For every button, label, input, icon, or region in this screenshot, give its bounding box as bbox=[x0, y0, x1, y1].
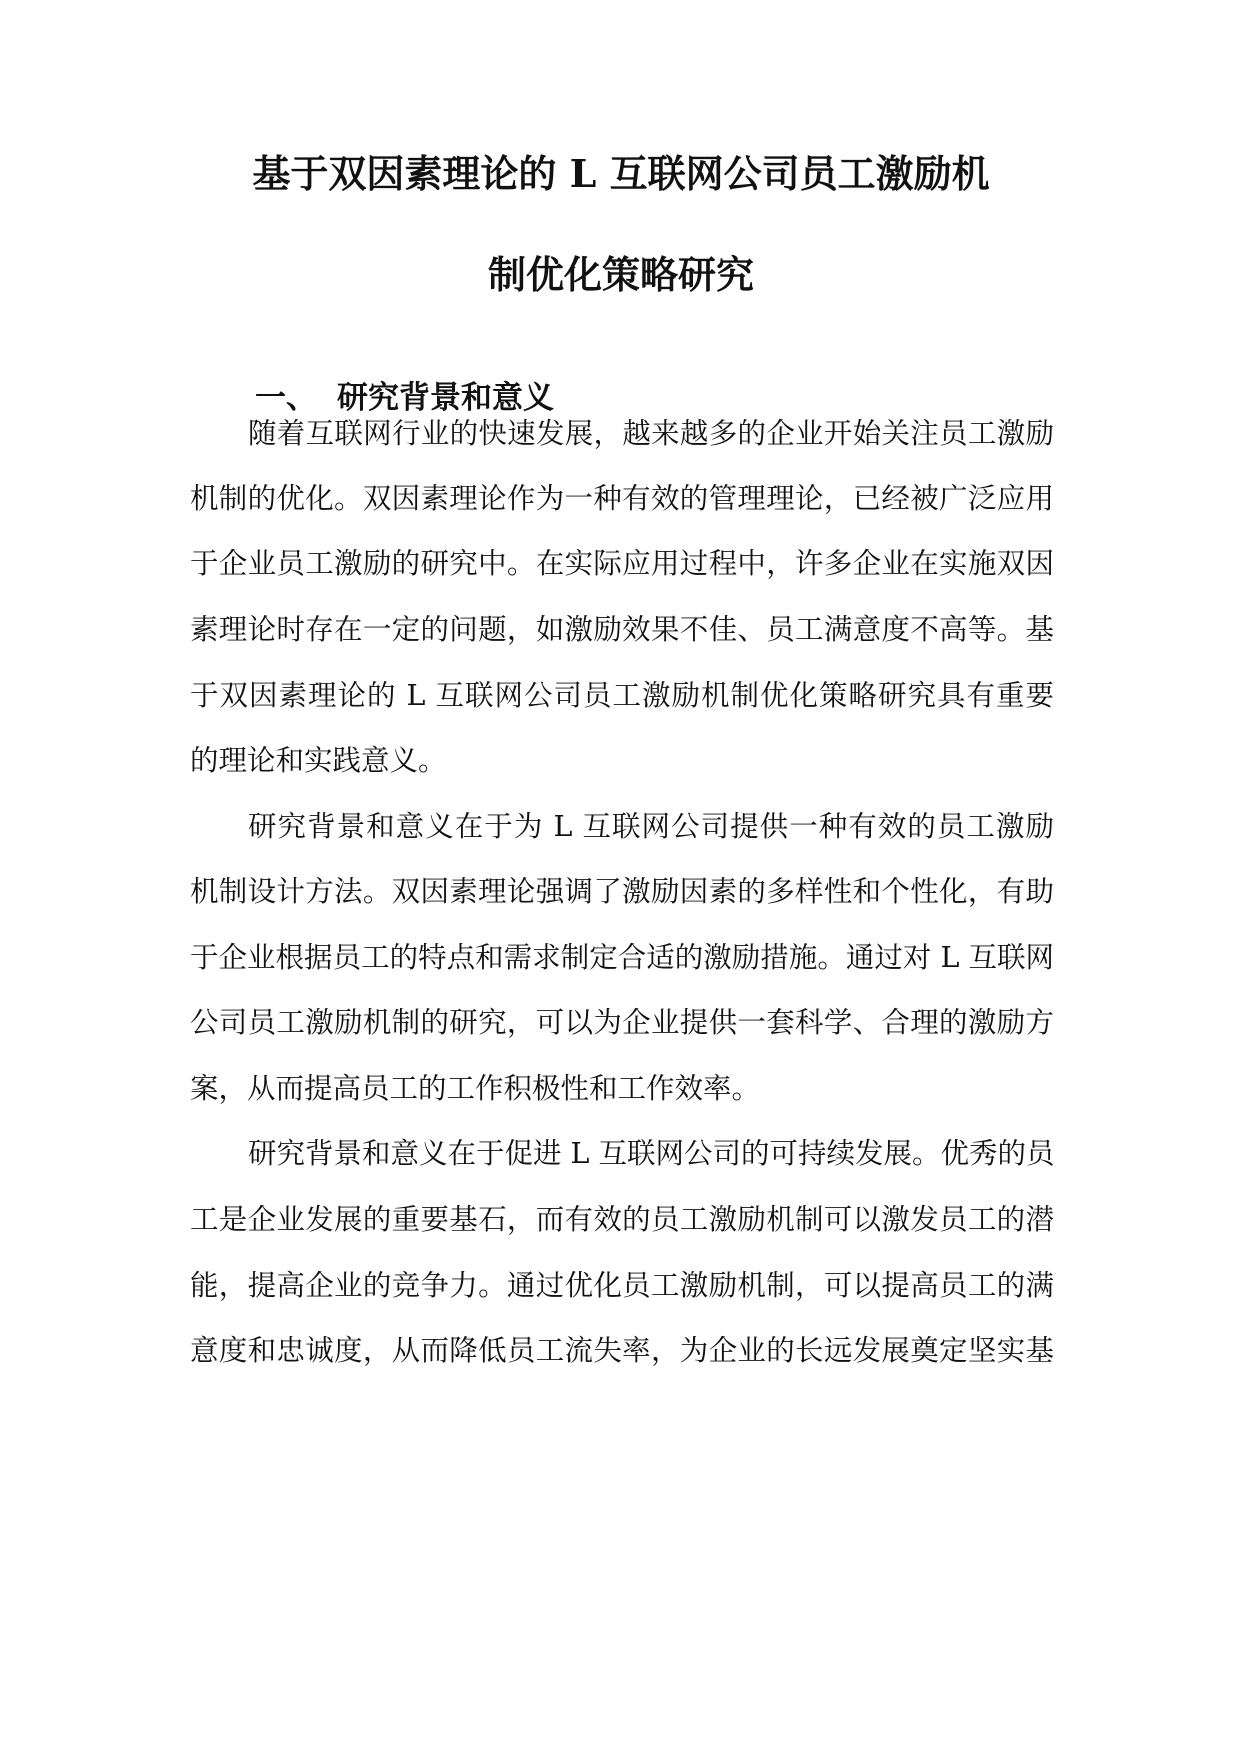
paragraph-1-line-1: 随着互联网行业的快速发展，越来越多的企业开始关注员工激励 bbox=[248, 417, 1054, 450]
paragraph-2-line-2: 机制设计方法。双因素理论强调了激励因素的多样性和个性化，有助 bbox=[190, 875, 1054, 908]
paragraph-3-line-3: 能，提高企业的竞争力。通过优化员工激励机制，可以提高员工的满 bbox=[190, 1269, 1054, 1302]
section-number: 一、 bbox=[255, 380, 317, 416]
paragraph-1-line-5: 于双因素理论的 L 互联网公司员工激励机制优化策略研究具有重要 bbox=[190, 679, 1054, 712]
paragraph-3-line-4: 意度和忠诚度，从而降低员工流失率，为企业的长远发展奠定坚实基 bbox=[190, 1334, 1054, 1367]
document-title-line-1: 基于双因素理论的 L 互联网公司员工激励机 bbox=[252, 151, 990, 196]
paragraph-2-line-1: 研究背景和意义在于为 L 互联网公司提供一种有效的员工激励 bbox=[248, 810, 1054, 843]
paragraph-1-line-4: 素理论时存在一定的问题，如激励效果不佳、员工满意度不高等。基 bbox=[190, 613, 1054, 646]
section-heading-text: 研究背景和意义 bbox=[337, 380, 554, 416]
paragraph-3-line-1: 研究背景和意义在于促进 L 互联网公司的可持续发展。优秀的员 bbox=[248, 1137, 1055, 1170]
document-title-line-2: 制优化策略研究 bbox=[487, 252, 754, 297]
paragraph-2-line-3: 于企业根据员工的特点和需求制定合适的激励措施。通过对 L 互联网 bbox=[190, 941, 1054, 974]
paragraph-1-line-6: 的理论和实践意义。 bbox=[190, 744, 447, 777]
paragraph-2-line-4: 公司员工激励机制的研究，可以为企业提供一套科学、合理的激励方 bbox=[190, 1006, 1054, 1039]
paragraph-2-line-5: 案，从而提高员工的工作积极性和工作效率。 bbox=[190, 1072, 761, 1105]
paragraph-1-line-2: 机制的优化。双因素理论作为一种有效的管理理论，已经被广泛应用 bbox=[190, 482, 1054, 515]
paragraph-3-line-2: 工是企业发展的重要基石，而有效的员工激励机制可以激发员工的潜 bbox=[190, 1203, 1054, 1236]
paragraph-1-line-3: 于企业员工激励的研究中。在实际应用过程中，许多企业在实施双因 bbox=[190, 547, 1054, 580]
section-heading bbox=[255, 380, 554, 416]
